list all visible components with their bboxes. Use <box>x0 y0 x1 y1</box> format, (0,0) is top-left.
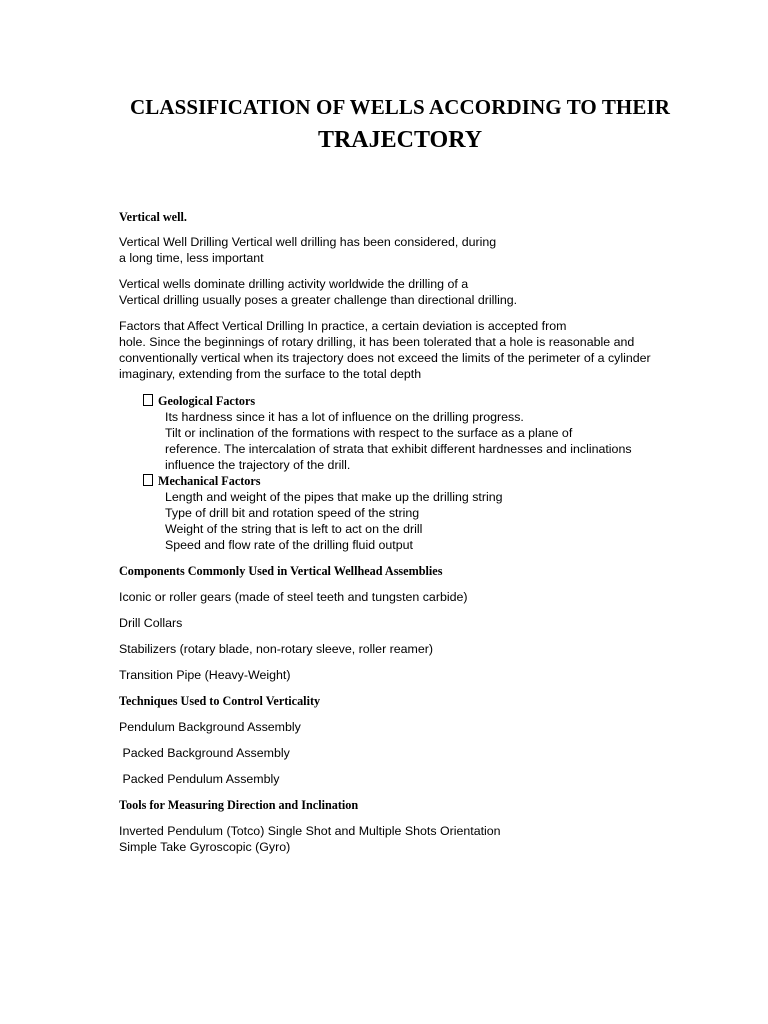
paragraph-vertical-wells-dominate <box>119 276 679 308</box>
list-item: Type of drill bit and rotation speed of the string <box>165 506 420 520</box>
document-title-line-2: TRAJECTORY <box>317 127 483 153</box>
document-body <box>119 209 679 855</box>
list-item: Weight of the string that is left to act on the drill <box>165 522 423 536</box>
paragraph-line: Inverted Pendulum (Totco) Single Shot and Multiple Shots Orientation <box>119 824 501 838</box>
list-item: Iconic or roller gears (made of steel teeth and tungsten carbide) <box>119 590 468 604</box>
paragraph-line: conventionally vertical when its trajectory does not exceed the limits of the perimeter of a cylinder <box>119 351 651 365</box>
list-item: influence the trajectory of the drill. <box>165 458 351 472</box>
list-item: Length and weight of the pipes that make up the drilling string <box>165 490 503 504</box>
paragraph-line: Factors that Affect Vertical Drilling In practice, a certain deviation is accepted from <box>119 319 567 333</box>
document-title-line-1: CLASSIFICATION OF WELLS ACCORDING TO THEIR <box>129 95 671 119</box>
paragraph-tools <box>119 823 679 855</box>
paragraph-line: hole. Since the beginnings of rotary drilling, it has been tolerated that a hole is reasonable and <box>119 335 635 349</box>
mechanical-factors-list <box>119 473 679 553</box>
list-item: Transition Pipe (Heavy-Weight) <box>119 668 291 682</box>
list-item: Packed Background Assembly <box>119 746 290 760</box>
paragraph-line: Vertical wells dominate drilling activity worldwide the drilling of a <box>119 277 469 291</box>
paragraph-line: Vertical drilling usually poses a greater challenge than directional drilling. <box>119 293 518 307</box>
geological-factors-list <box>119 393 679 473</box>
list-item: reference. The intercalation of strata that exhibit different hardnesses and inclinations <box>165 442 632 456</box>
list-item: Tilt or inclination of the formations with respect to the surface as a plane of <box>165 426 573 440</box>
paragraph-line: Simple Take Gyroscopic (Gyro) <box>119 840 291 854</box>
paragraph-line: imaginary, extending from the surface to the total depth <box>119 367 422 381</box>
section-heading-techniques: Techniques Used to Control Verticality <box>119 694 321 708</box>
geological-factors-label: Geological Factors <box>158 394 256 408</box>
paragraph-line: Vertical Well Drilling Vertical well drilling has been considered, during <box>119 235 497 249</box>
list-item: Packed Pendulum Assembly <box>119 772 280 786</box>
list-item: Stabilizers (rotary blade, non-rotary sleeve, roller reamer) <box>119 642 434 656</box>
list-item: Speed and flow rate of the drilling fluid output <box>165 538 413 552</box>
list-item: Drill Collars <box>119 616 183 630</box>
bullet-box-icon <box>143 394 153 406</box>
mechanical-factors-heading <box>119 473 679 489</box>
geological-factors-heading <box>119 393 679 409</box>
bullet-box-icon <box>143 474 153 486</box>
section-heading-tools: Tools for Measuring Direction and Inclination <box>119 798 359 812</box>
paragraph-factors-vertical-drilling <box>119 318 679 382</box>
section-heading-components: Components Commonly Used in Vertical Wellhead Assemblies <box>119 564 443 578</box>
paragraph-vertical-well-drilling <box>119 234 679 266</box>
paragraph-line: a long time, less important <box>119 251 264 265</box>
list-item: Pendulum Background Assembly <box>119 720 301 734</box>
section-heading-vertical-well: Vertical well. <box>119 210 187 224</box>
list-item: Its hardness since it has a lot of influence on the drilling progress. <box>165 410 524 424</box>
mechanical-factors-label: Mechanical Factors <box>158 474 261 488</box>
